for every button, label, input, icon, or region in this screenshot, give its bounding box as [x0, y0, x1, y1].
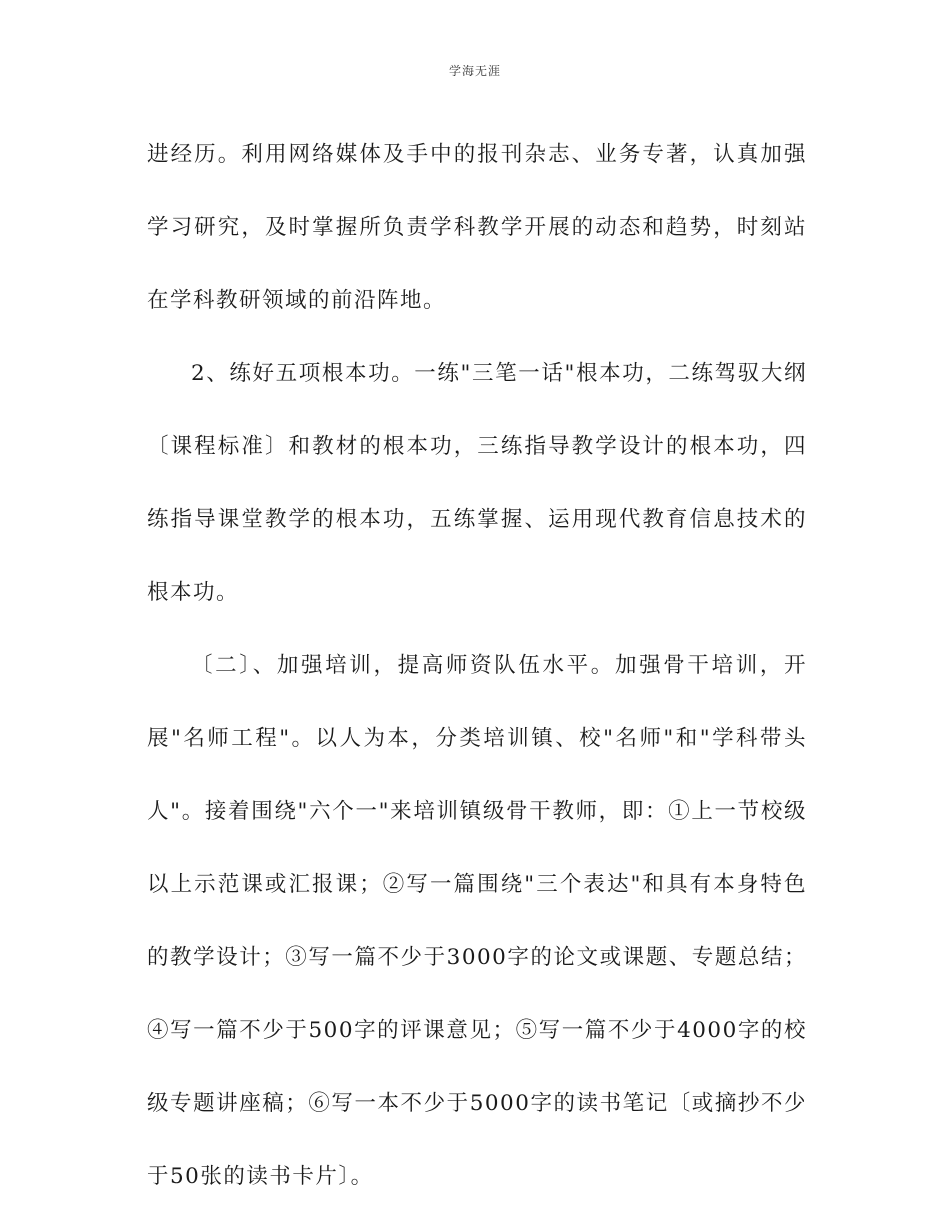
- paragraph-3: 〔二〕、加强培训，提高师资队伍水平。加强骨干培训，开展"名师工程"。以人为本，分类培训镇、校"名师"和"学科带头人"。接着围绕"六个一"来培训镇级骨干教师，即：①上一节校级以上示范课或汇报课；②写一篇围绕"三个表达"和具有本身特色的教学设计；③写一篇不少于3000字的论文或课题、专题总结；④写一篇不少于500字的评课意见；⑤写一篇不少于4000字的校级专题讲座稿；⑥写一本不少于5000字的读书笔记〔或摘抄不少于50张的读书卡片〕。: [147, 653, 807, 1189]
- document-body: [147, 118, 807, 1213]
- page-header: 学海无涯: [448, 64, 501, 78]
- paragraph-2: 2、练好五项根本功。一练"三笔一话"根本功，二练驾驭大纲〔课程标准〕和教材的根本功，三练指导教学设计的根本功，四练指导课堂教学的根本功，五练掌握、运用现代教育信息技术的根本功。: [147, 361, 807, 605]
- paragraph-1: 进经历。利用网络媒体及手中的报刊杂志、业务专著，认真加强学习研究，及时掌握所负责学科教学开展的动态和趋势，时刻站在学科教研领域的前沿阵地。: [147, 142, 807, 313]
